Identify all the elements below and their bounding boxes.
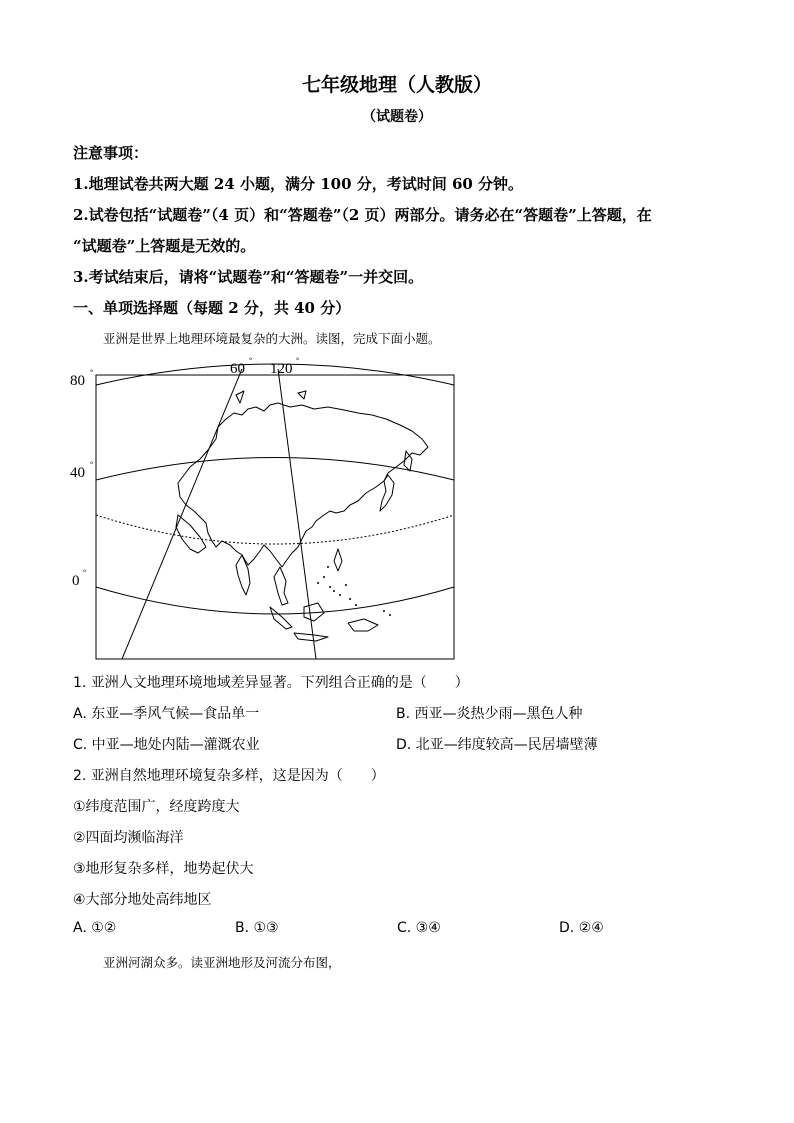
notes-item-1: 1.地理试卷共两大题 24 小题，满分 100 分，考试时间 60 分钟。 [73,175,524,193]
asia-coastline [178,403,428,567]
india-coast [236,555,250,595]
lon-label-60: 60 [230,361,245,377]
lon-degree-60: ° [249,356,253,365]
lat-degree-0: ° [83,568,87,577]
q2-stem: 2. 亚洲自然地理环境复杂多样，这是因为（ ） [73,768,385,784]
q2-option-c[interactable]: C. ③④ [397,920,441,936]
notes-item-2-cont: “试题卷”上答题是无效的。 [73,237,256,255]
tropic-line [96,515,454,544]
java [294,633,328,641]
lat-label-40: 40 [70,465,85,481]
japan-islands [380,475,394,511]
q2-statement-3: ③地形复杂多样，地势起伏大 [73,861,254,877]
page-subtitle: （试题卷） [362,109,432,125]
lat-40-line [96,458,454,481]
map-frame [96,375,454,659]
q1-option-b[interactable]: B. 西亚—炎热少雨—黑色人种 [396,706,583,722]
asia-map [66,355,460,661]
novaya-zemlya [236,391,244,403]
q1-option-d[interactable]: D. 北亚—纬度较高—民居墙壁薄 [396,737,598,753]
q2-option-d[interactable]: D. ②④ [559,920,604,936]
q2-option-b[interactable]: B. ①③ [235,920,279,936]
q1-option-c[interactable]: C. 中亚—地处内陆—灌溉农业 [73,737,260,753]
arabia-coast [176,515,206,553]
meridian-60 [122,369,242,659]
q2-statement-4: ④大部分地处高纬地区 [73,892,212,908]
sumatra [270,607,292,629]
q1-option-a[interactable]: A. 东亚—季风气候—食品单一 [73,706,260,722]
notes-item-2: 2.试卷包括“试题卷”（4 页）和“答题卷”（2 页）两部分。请务必在“答题卷”上答题，在 [73,206,652,224]
lat-label-0: 0 [72,573,80,589]
q2-option-a[interactable]: A. ①② [73,920,117,936]
lon-degree-120: ° [296,356,300,365]
lat-label-80: 80 [70,373,85,389]
lat-degree-40: ° [90,460,94,469]
q1-stem: 1. 亚洲人文地理环境地域差异显著。下列组合正确的是（ ） [73,675,469,691]
philippines [334,549,342,571]
section-heading: 一、单项选择题（每题 2 分，共 40 分） [73,299,351,317]
notes-heading: 注意事项： [73,144,149,162]
next-section-intro: 亚洲河湖众多。读亚洲地形及河流分布图， [103,955,341,970]
section-intro: 亚洲是世界上地理环境最复杂的大洲。读图，完成下面小题。 [103,331,441,346]
severnaya-zemlya [298,391,306,399]
q2-statement-2: ②四面均濒临海洋 [73,830,184,846]
q2-statement-1: ①纬度范围广，经度跨度大 [73,799,240,815]
lon-label-120: 120 [270,361,293,377]
meridian-120 [278,369,316,659]
indochina-coast [274,567,288,605]
lat-degree-80: ° [90,368,94,377]
new-guinea [348,619,378,631]
notes-item-3: 3.考试结束后，请将“试题卷”和“答题卷”一并交回。 [73,268,424,286]
page-title: 七年级地理（人教版） [301,74,492,96]
